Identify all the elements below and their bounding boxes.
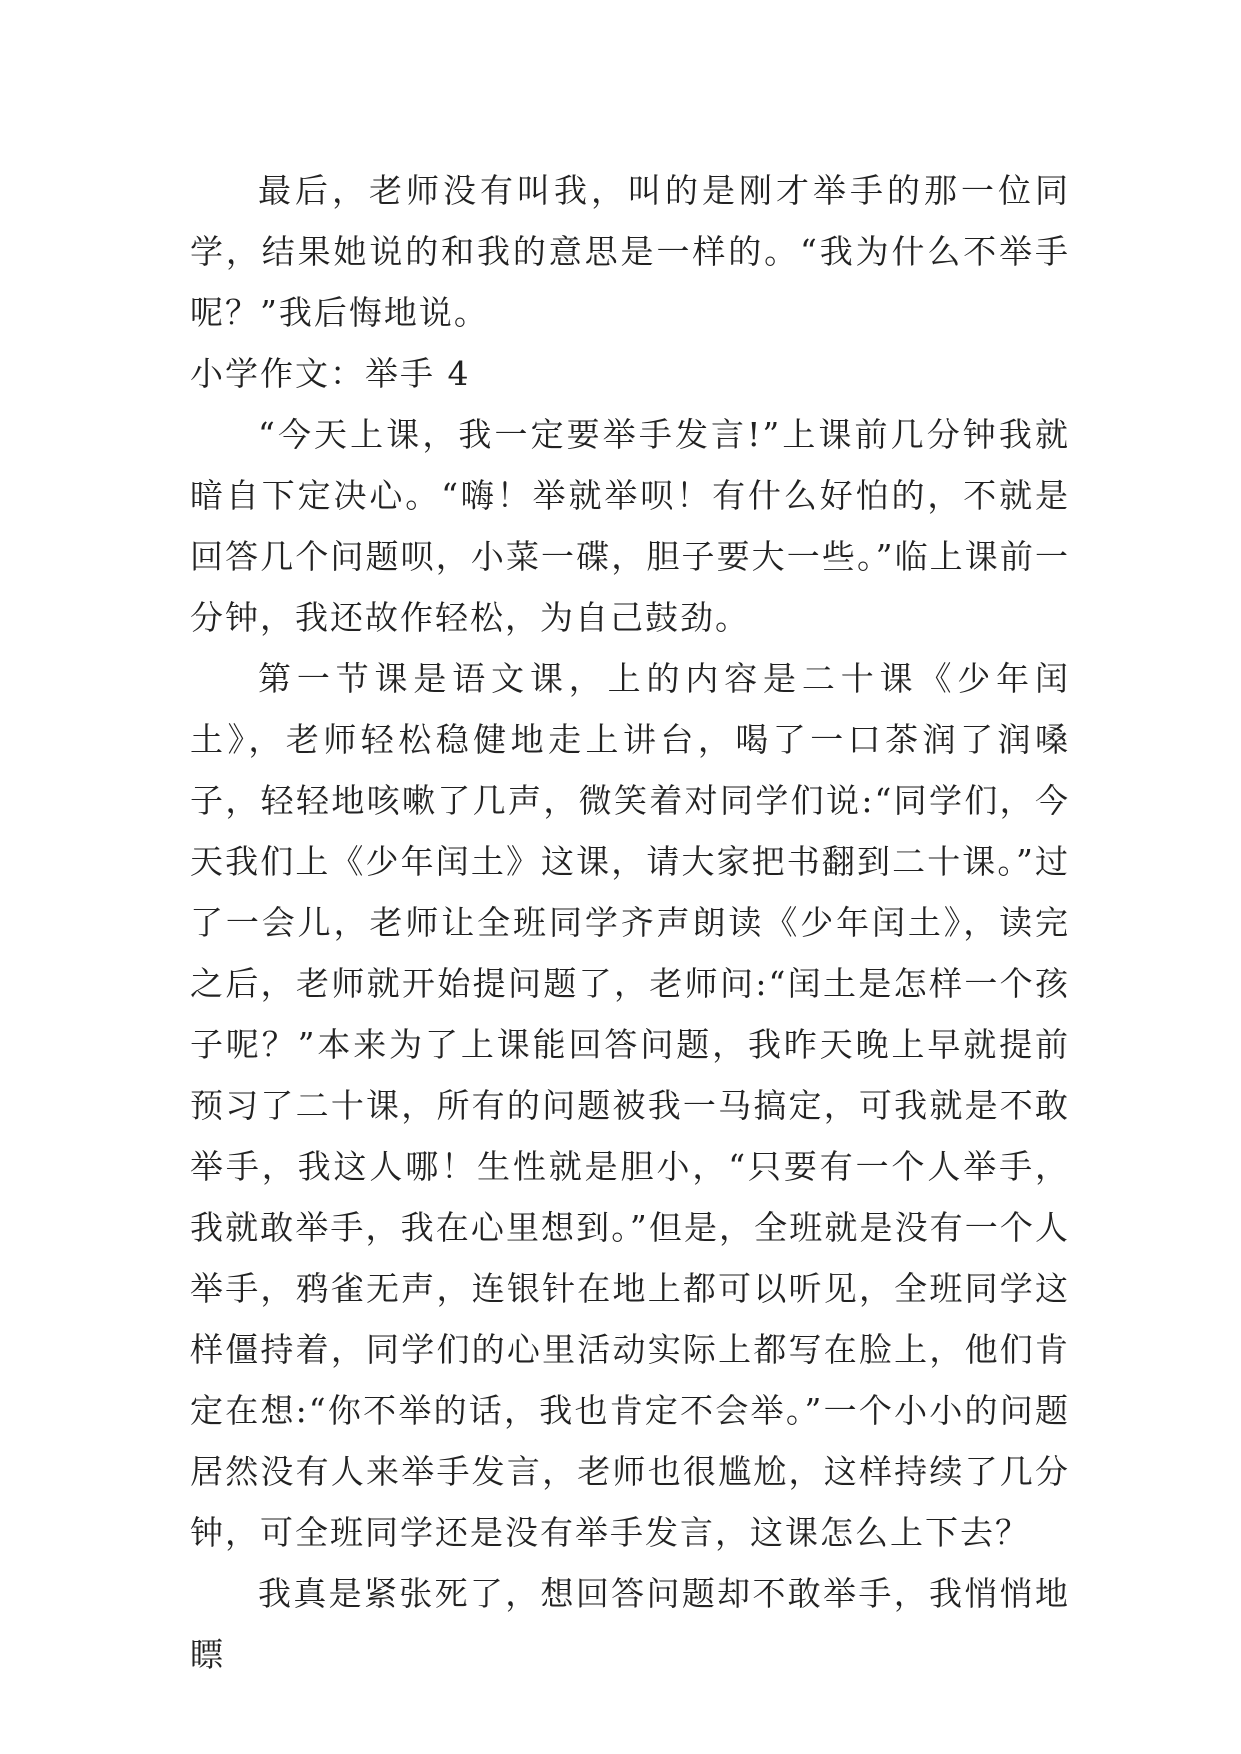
section-title: 小学作文：举手 4 xyxy=(190,354,471,393)
paragraph-2: 第一节课是语文课，上的内容是二十课《少年闰土》，老师轻松稳健地走上讲台，喝了一口茶润了润嗓子，轻轻地咳嗽了几声，微笑着对同学们说:“同学们，今天我们上《少年闰土》这课，请大家把书翻到二十课。”过了一会儿，老师让全班同学齐声朗读《少年闰土》，读完之后，老师就开始提问题了，老师问:“闰土是怎样一个孩子呢？”本来为了上课能回答问题，我昨天晚上早就提前预习了二十课，所有的问题被我一马搞定，可我就是不敢举手，我这人哪！生性就是胆小，“只要有一个人举手，我就敢举手，我在心里想到。”但是，全班就是没有一个人举手，鸦雀无声，连银针在地上都可以听见，全班同学这样僵持着，同学们的心里活动实际上都写在脸上，他们肯定在想:“你不举的话，我也肯定不会举。”一个小小的问题居然没有人来举手发言，老师也很尴尬，这样持续了几分钟，可全班同学还是没有举手发言，这课怎么上下去？ xyxy=(190,659,1070,1552)
paragraph-ending: 最后，老师没有叫我，叫的是刚才举手的那一位同学，结果她说的和我的意思是一样的。“我为什么不举手呢？”我后悔地说。 xyxy=(190,171,1070,332)
document-page xyxy=(190,160,1070,1685)
paragraph-3: 我真是紧张死了，想回答问题却不敢举手，我悄悄地瞟 xyxy=(190,1574,1070,1674)
paragraph-1: “今天上课，我一定要举手发言!”上课前几分钟我就暗自下定决心。“嗨！举就举呗！有什么好怕的，不就是回答几个问题呗，小菜一碟，胆子要大一些。”临上课前一分钟，我还故作轻松，为自己鼓劲。 xyxy=(190,415,1070,637)
